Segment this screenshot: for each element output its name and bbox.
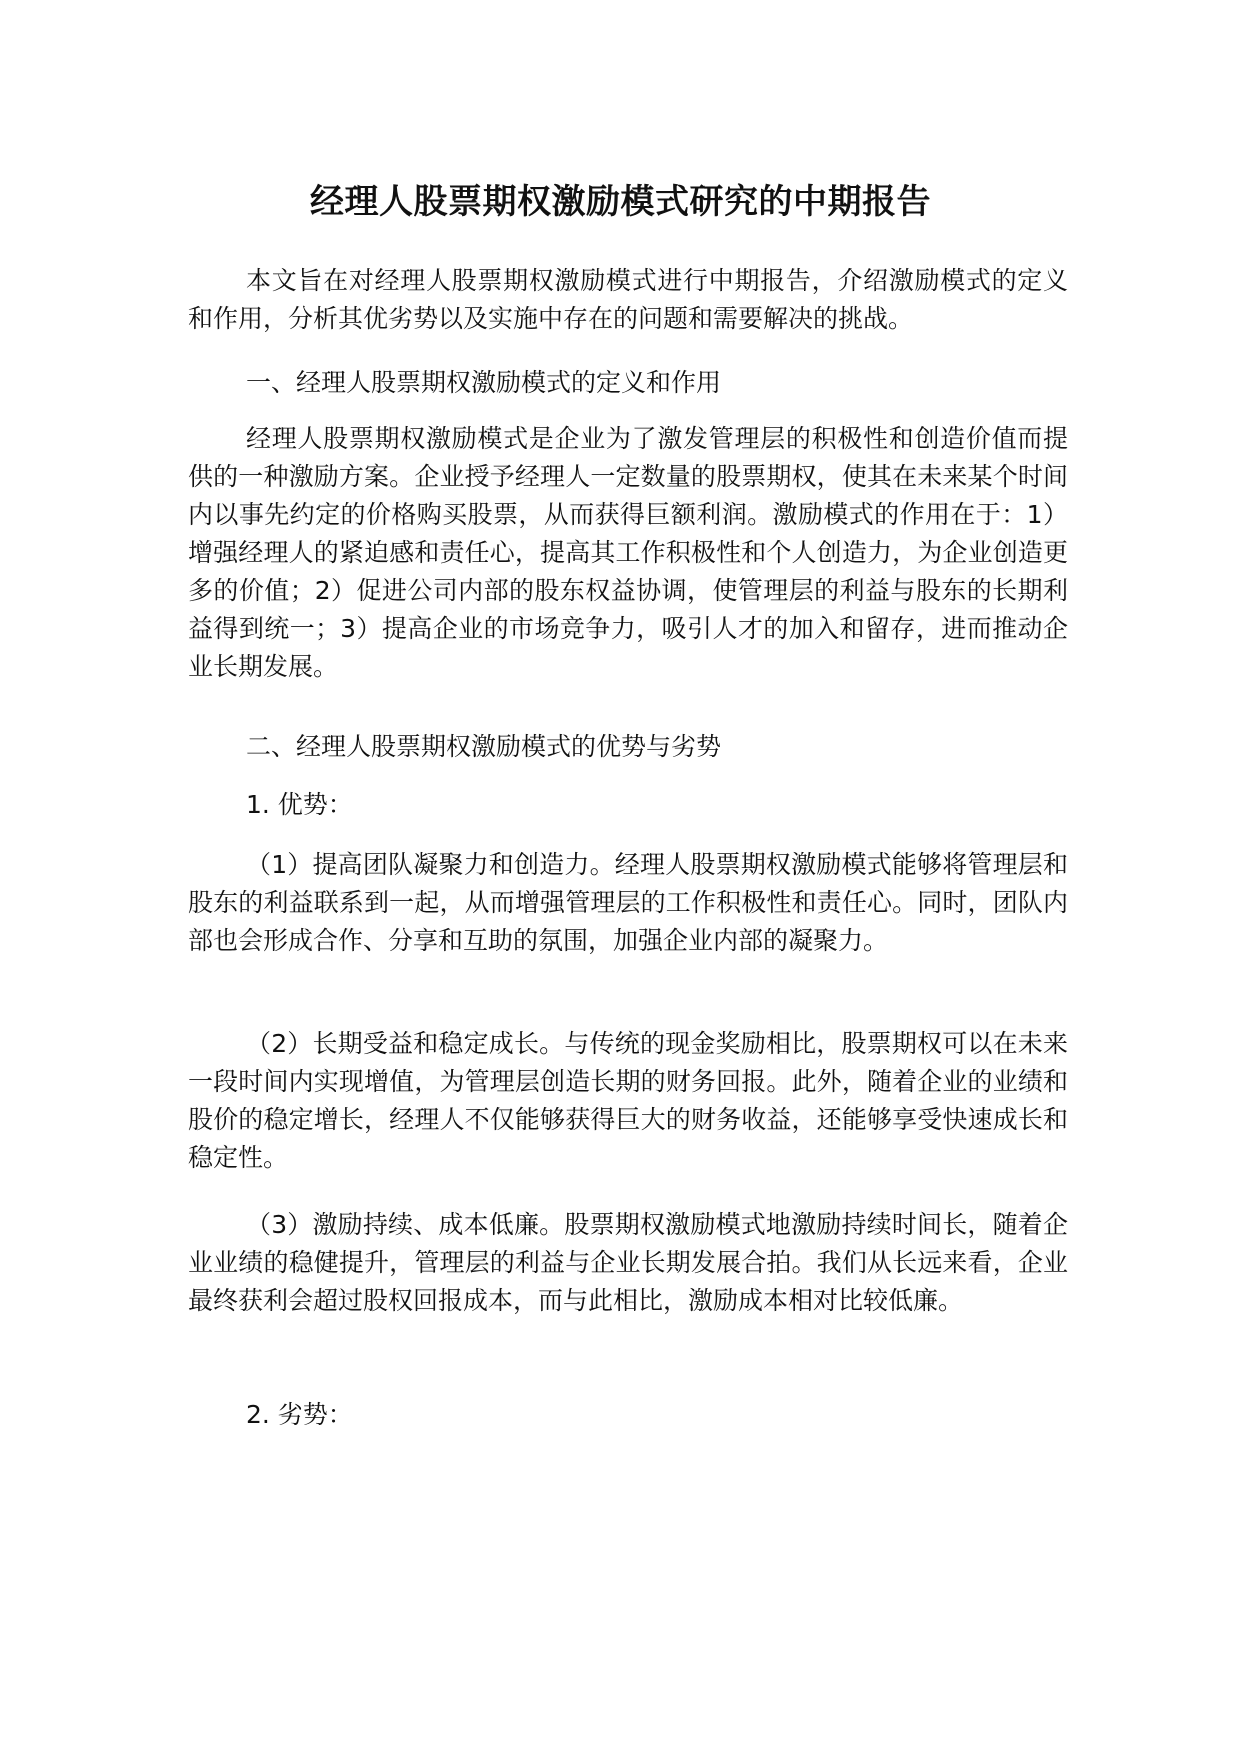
subheading-disadvantages: 2. 劣势：: [246, 1400, 353, 1429]
document-title: 经理人股票期权激励模式研究的中期报告: [310, 182, 931, 222]
advantage-item-3: （3）激励持续、成本低廉。股票期权激励模式地激励持续时间长，随着企业业绩的稳健提升，管理层的利益与企业长期发展合拍。我们从长远来看，企业最终获利会超过股权回报成本，而与此相比，激励成本相对比较低廉。: [188, 1210, 1068, 1315]
subheading-advantages: 1. 优势：: [246, 790, 353, 819]
section-heading-definition: 一、经理人股票期权激励模式的定义和作用: [246, 368, 722, 397]
advantage-item-2: （2）长期受益和稳定成长。与传统的现金奖励相比，股票期权可以在未来一段时间内实现增值，为管理层创造长期的财务回报。此外，随着企业的业绩和股价的稳定增长，经理人不仅能够获得巨大的财务收益，还能够享受快速成长和稳定性。: [188, 1029, 1068, 1172]
intro-paragraph: 本文旨在对经理人股票期权激励模式进行中期报告，介绍激励模式的定义和作用，分析其优劣势以及实施中存在的问题和需要解决的挑战。: [188, 266, 1068, 333]
definition-paragraph: 经理人股票期权激励模式是企业为了激发管理层的积极性和创造价值而提供的一种激励方案。企业授予经理人一定数量的股票期权，使其在未来某个时间内以事先约定的价格购买股票，从而获得巨额利润。激励模式的作用在于：1）增强经理人的紧迫感和责任心，提高其工作积极性和个人创造力，为企业创造更多的价值；2）促进公司内部的股东权益协调，使管理层的利益与股东的长期利益得到统一；3）提高企业的市场竞争力，吸引人才的加入和留存，进而推动企业长期发展。: [188, 424, 1068, 681]
advantage-item-1: （1）提高团队凝聚力和创造力。经理人股票期权激励模式能够将管理层和股东的利益联系到一起，从而增强管理层的工作积极性和责任心。同时，团队内部也会形成合作、分享和互助的氛围，加强企业内部的凝聚力。: [188, 850, 1068, 955]
section-heading-pros-cons: 二、经理人股票期权激励模式的优势与劣势: [246, 732, 722, 761]
